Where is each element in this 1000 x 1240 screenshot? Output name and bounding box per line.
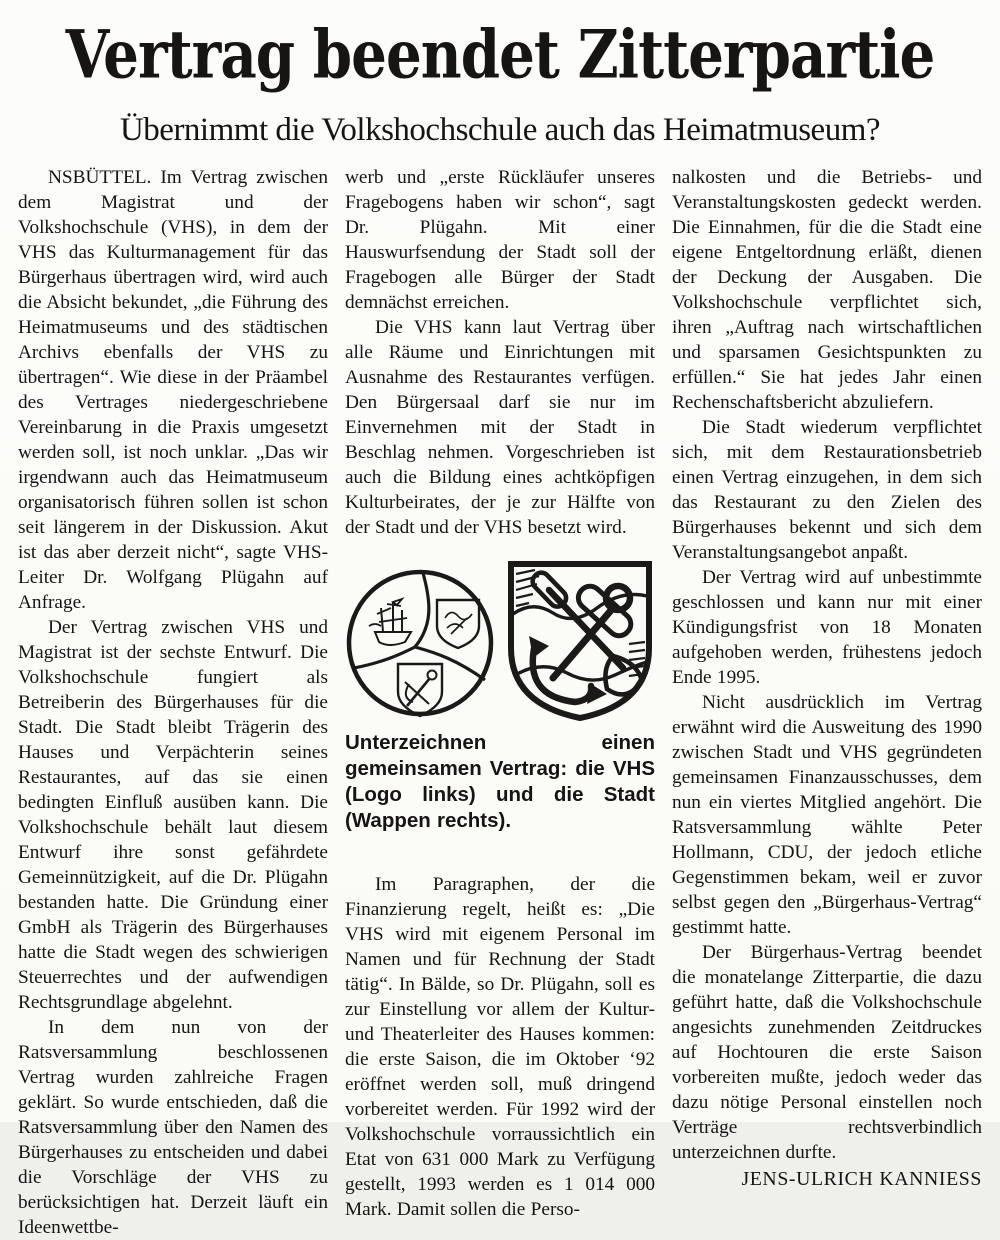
paragraph: Der Bürgerhaus-Vertrag beendet die monatelange Zitterpartie, die dazu geführt hatte, daß die Volkshochschule angesichts zunehmenden Zeitdruckes auf Hochtouren die erste Saison vorbereiten mußte, jedoch weder das dazu nötige Personal einstellen noch Verträge rechtsverbindlich unterzeichnen durfte.: [672, 942, 982, 1163]
paragraph: Die VHS kann laut Vertrag über alle Räume und Einrichtungen mit Ausnahme des Restaurantes verfügen. Den Bürgersaal darf sie nur im Einvernehmen mit der Stadt in Beschlag nehmen. Vorgeschrieben ist auch die Bildung eines achtköpfigen Kulturbeirates, der je zur Hälfte von der Stadt und der VHS besetzt wird.: [345, 317, 655, 538]
paragraph: NSBÜTTEL. Im Vertrag zwischen dem Magistrat und der Volkshochschule (VHS), in dem der VHS das Kulturmanagement für das Bürgerhaus übertragen wird, wird auch die Absicht bekundet, „die Führung des Heimatmuseums und des städtischen Archivs ebenfalls der VHS zu übertragen“. Wie diese in der Präambel des Vertrages niedergeschriebene Vereinbarung in die Praxis umgesetzt werden soll, ist noch unklar. „Das wir irgendwann auch das Heimatmuseum organisatorisch führen sollen ist schon seit längerem in der Diskussion. Akut ist das aber derzeit nicht“, sagte VHS-Leiter Dr. Wolfgang Plügahn auf Anfrage.: [18, 167, 328, 613]
paragraph: Nicht ausdrücklich im Vertrag erwähnt wird die Ausweitung des 1990 zwischen Stadt und VHS gegründeten gemeinsamen Finanzausschusses, dem nun ein viertes Mitglied angehört. Die Ratsversammlung wählte Peter Hollmann, CDU, der jedoch etliche Gegenstimmen bekam, weil er zuvor selbst gegen den „Bürgerhaus-Vertrag“ gestimmt hatte.: [672, 692, 982, 938]
figure-caption: Unterzeichnen einen gemeinsamen Vertrag: die VHS (Logo links) und die Stadt (Wappen rechts).: [345, 731, 655, 832]
paragraph: Der Vertrag zwischen VHS und Magistrat ist der sechste Entwurf. Die Volkshochschule fungiert als Betreiberin des Bürgerhauses für die Stadt. Die Stadt bleibt Trägerin des Hauses und Verpächterin seines Restaurantes, auf das sie einen bedingten Einfluß ausüben kann. Die Volkshochschule behält laut diesem Entwurf ihre sonst gefährdete Gemeinnützigkeit, auf die Dr. Plügahn bestanden hatte. Die Gründung einer GmbH als Trägerin des Bürgerhauses hatte die Stadt wegen des schwierigen Steuerrechtes und der aufwendigen Rechtsgrundlage abgelehnt.: [18, 617, 328, 1013]
byline: JENS-ULRICH KANNIESS: [741, 1168, 982, 1190]
column-3: [672, 165, 982, 1240]
ship-emblem: [369, 599, 411, 645]
paragraph: Die Stadt wiederum verpflichtet sich, mit dem Restaurationsbetrieb einen Vertrag einzugehen, in dem sich das Restaurant zu den Zielen des Bürgerhauses bekennt und sich dem Veranstaltungsangebot anpaßt.: [672, 417, 982, 563]
subheadline: Übernimmt die Volkshochschule auch das Heimatmuseum?: [119, 112, 881, 148]
city-coat-of-arms-icon: [505, 556, 655, 724]
anchor-shield-emblem: [398, 664, 442, 716]
vhs-logo-icon: [345, 556, 495, 724]
figure-logos: [345, 556, 655, 724]
paragraph: nalkosten und die Betriebs- und Veranstaltungskosten gedeckt werden. Die Einnahmen, für die die Stadt eine eigene Entgeltordnung erläßt, dienen der Deckung der Ausgaben. Die Volkshochschule verpflichtet sich, ihren „Auftrag nach wirtschaftlichen und sparsamen Gesichtspunkten zu erfüllen.“ Sie hat jedes Jahr einen Rechenschaftsbericht abzuliefern.: [672, 167, 982, 413]
article-body: [18, 165, 982, 1240]
rider-shield-emblem: [437, 600, 479, 648]
article-header: [18, 18, 982, 149]
headline: Vertrag beendet Zitterpartie: [65, 16, 935, 94]
paragraph: Im Paragraphen, der die Finanzierung regelt, heißt es: „Die VHS wird mit eigenem Personal im Namen und für Rechnung der Stadt tätig“. In Bälde, so Dr. Plügahn, soll es zur Einstellung vor allem der Kultur- und Theaterleiter des Hauses kommen: die erste Saison, die im Oktober ‘92 eröffnet werden soll, muß dringend vorbereitet werden. Für 1992 wird der Volkshochschule vorraussichtlich ein Etat von 631 000 Mark zu Verfügung gestellt, 1993 werden es 1 014 000 Mark. Damit sollen die Perso-: [345, 874, 655, 1220]
paragraph: In dem nun von der Ratsversammlung beschlossenen Vertrag wurden zahlreiche Fragen geklärt. So wurde entschieden, daß die Ratsversammlung über den Namen des Bürgerhauses zu entscheiden und dabei die Vorschläge der VHS zu berücksichtigen hat. Derzeit läuft ein Ideenwettbe-: [18, 1017, 328, 1238]
column-1: [18, 165, 328, 1240]
paragraph: Der Vertrag wird auf unbestimmte geschlossen und kann nur mit einer Kündigungsfrist von 18 Monaten aufgehoben werden, frühestens jedoch Ende 1995.: [672, 567, 982, 688]
paragraph: werb und „erste Rückläufer unseres Fragebogens haben wir schon“, sagt Dr. Plügahn. Mit einer Hauswurfsendung der Stadt soll der Fragebogen alle Bürger der Stadt demnächst erreichen.: [345, 167, 655, 313]
column-2: [345, 165, 655, 1240]
